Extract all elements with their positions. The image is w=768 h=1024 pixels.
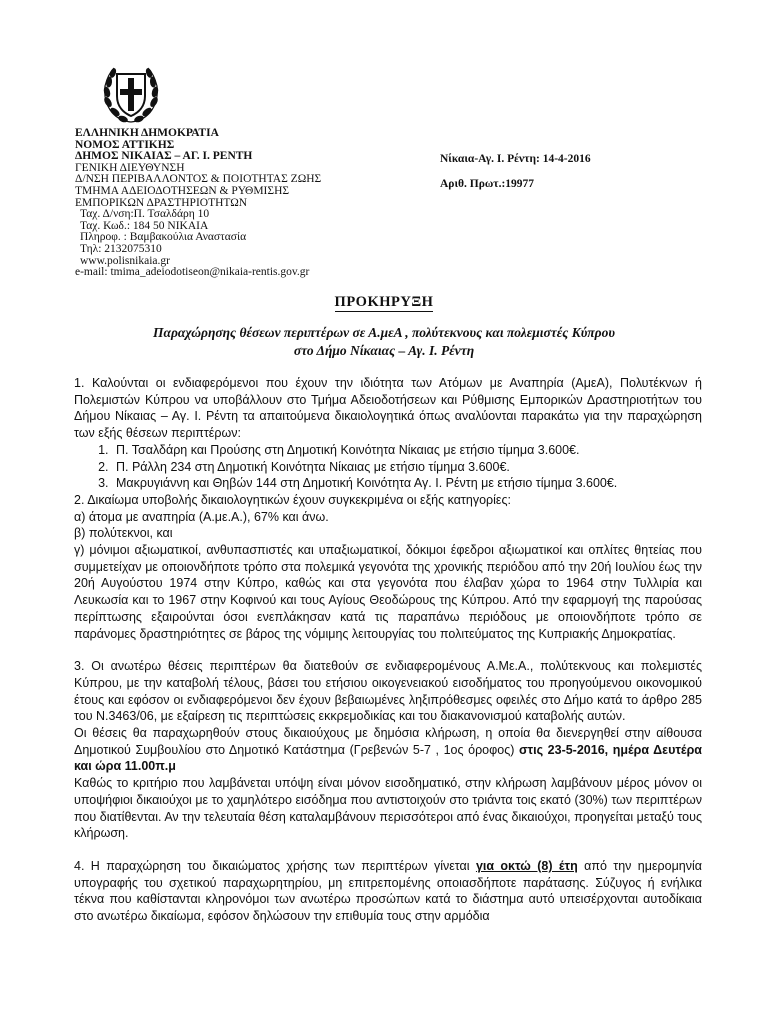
category-c: γ) μόνιμοι αξιωματικοί, ανθυπασπιστές και υπαξιωματικοί, δόκιμοι έφεδροι αξιωματικοί και οπλίτες θητείας που συμμετείχαν με οποιονδήποτε τρόπο στα πολεμικά γεγονότα της χρονικής περιόδου από την 20ή Ιουλίου έως την 20ή Αυγούστου 1974 στην Κύπρο, καθώς και στα γεγονότα που έλαβαν χώρα το 1964 στην Τυλλιρία και Λευκωσία και το 1967 στην Κοφινού και τους Αγίους Θεοδώρους της Κύπρου. Από την εφαρμογή της παρούσας περίπτωσης εξαιρούνται όσοι ενεπλάκησαν κατά τις παραπάνω περιόδους με οποιονδήποτε τρόπο σε παράνομες δραστηριότητες σε βάρος της νόμιμης λειτουργίας του πολιτεύματος της Κυπριακής Δημοκρατίας. [74,543,702,641]
section-2-intro: 2. Δικαίωμα υποβολής δικαιολογητικών έχουν συγκεκριμένα οι εξής κατηγορίες: [74,492,511,507]
contact-address: Ταχ. Δ/νση:Π. Τσαλδάρη 10 [80,208,210,221]
issuer-block [75,128,435,279]
document-subtitle [0,324,768,360]
lottery-datetime: στις 23-5-2016, ημέρα Δευτέρα και ώρα 11.00π.μ [74,742,702,774]
issuer-department: ΤΜΗΜΑ ΑΔΕΙΟΔΟΤΗΣΕΩΝ & ΡΥΘΜΙΣΗΣ [75,184,290,197]
category-b: β) πολύτεκνοι, και [74,526,173,541]
contact-email: e-mail: tmima_adeiodotiseon@nikaia-rentis.gov.gr [75,266,310,279]
kiosk-list [74,442,702,492]
category-a: α) άτομα με αναπηρία (Α.με.Α.), 67% και άνω. [74,509,329,524]
greek-emblem-icon [98,62,164,128]
issuer-department-cont: ΕΜΠΟΡΙΚΩΝ ΔΡΑΣΤΗΡΙΟΤΗΤΩΝ [75,196,248,209]
section-3-paragraph-2 [74,725,702,775]
document-date: Νίκαια-Αγ. Ι. Ρέντη: 14-4-2016 [440,153,591,165]
concession-duration: για οκτώ (8) έτη [475,858,578,873]
title-text: ΠΡΟΚΗΡΥΞΗ [334,294,434,310]
issuer-municipality: ΔΗΜΟΣ ΝΙΚΑΙΑΣ – ΑΓ. Ι. ΡΕΝΤΗ [75,150,253,163]
contact-postcode: Ταχ. Κωδ.: 184 50 ΝΙΚΑΙΑ [80,219,209,232]
page-title [0,294,768,311]
issuer-directorate-general: ΓΕΝΙΚΗ ΔΙΕΥΘΥΝΣΗ [75,161,185,174]
lottery-location: Οι θέσεις θα παραχωρηθούν στους δικαιούχους με δημόσια κλήρωση, η οποία θα διενεργηθεί στην αίθουσα Δημοτικού Συμβουλίου στο Δημοτικό Κατάστημα (Γρεβενών 5-7 , 1ος όροφος) [74,726,702,757]
kiosk-item: 3. Μακρυγιάννη και Θηβών 144 στη Δημοτική Κοινότητα Αγ. Ι. Ρέντη με ετήσιο τίμημα 3.600€. [112,475,702,492]
issuer-state: ΕΛΛΗΝΙΚΗ ΔΗΜΟΚΡΑΤΙΑ [75,127,219,139]
section-4-paragraph [74,858,702,925]
issuer-prefecture: ΝΟΜΟΣ ΑΤΤΙΚΗΣ [75,138,175,151]
contact-person: Πληροφ. : Βαμβακούλια Αναστασία [80,231,247,244]
section-3-paragraph-1: 3. Οι ανωτέρω θέσεις περιπτέρων θα διατεθούν σε ενδιαφερομένους Α.Με.Α., πολύτεκνους και πολεμιστές Κύπρου, με την καταβολή τέλους, βάσει του ετήσιου οικογενειακού εισοδήματος του προηγούμενου οικονομικού έτους και εφόσον οι ενδιαφερόμενοι δεν έχουν βεβαιωμένες ληξιπρόθεσμες οφειλές στο Δήμο κατά το άρθρο 285 του Ν.3463/06, με εξαίρεση τις περιπτώσεις εκκρεμοδικίας και του διακανονισμού καταβολής αυτών. [74,659,702,724]
section-4-start: 4. Η παραχώρηση του δικαιώματος χρήσης των περιπτέρων γίνεται [74,858,476,873]
issuer-directorate: Δ/ΝΣΗ ΠΕΡΙΒΑΛΛΟΝΤΟΣ & ΠΟΙΟΤΗΤΑΣ ΖΩΗΣ [75,173,322,186]
date-protocol-block [440,153,591,190]
contact-phone: Τηλ: 2132075310 [80,242,162,255]
kiosk-item: 1. Π. Τσαλδάρη και Προύσης στη Δημοτική Κοινότητα Νίκαιας με ετήσιο τίμημα 3.600€. [112,442,702,459]
section-1-intro: 1. Καλούνται οι ενδιαφερόμενοι που έχουν την ιδιότητα των Ατόμων με Αναπηρία (ΑμεΑ), Πολυτέκνων ή Πολεμιστών Κύπρου να υποβάλλουν στο Τμήμα Αδειοδοτήσεων και Ρύθμισης Εμπορικών Δραστηριοτήτων του Δήμου Νίκαιας – Αγ. Ι. Ρέντη τα απαιτούμενα δικαιολογητικά όπως αναλύονται παρακάτω για την παραχώρηση των εξής θέσεων περιπτέρων: [74,376,702,441]
document-body [74,375,702,925]
subtitle-line-1: Παραχώρησης θέσεων περιπτέρων σε Α.μεΑ , πολύτεκνους και πολεμιστές Κύπρου [152,325,615,340]
contact-website: www.polisnikaia.gr [80,254,170,267]
section-3-paragraph-3: Καθώς το κριτήριο που λαμβάνεται υπόψη είναι μόνον εισοδηματικό, στην κλήρωση λαμβάνουν μέρος μόνον οι υποψήφιοι δικαιούχοι με το χαμηλότερο εισόδημα που αντιστοιχούν στο τριάντα τοις εκατό (30%) των περιπτέρων που διατίθενται. Αν την τελευταία θέση καταλαμβάνουν περισσότεροι από ένας δικαιούχοι, προηγείται μεταξύ τους κλήρωση. [74,776,702,841]
protocol-number: Αριθ. Πρωτ.:19977 [440,178,535,190]
subtitle-line-2: στο Δήμο Νίκαιας – Αγ. Ι. Ρέντη [293,343,475,358]
section-4-rest: από την ημερομηνία υπογραφής του σχετικού παραχωρητηρίου, μη επιτρεπομένης οποιασδήποτε παράτασης. Σύζυγος ή ενήλικα τέκνα που καθίστανται κληρονόμοι των ανωτέρω προσώπων κατά το διάστημα αυτό υπεισέρχονται αυτοδίκαια στο ανωτέρω δικαίωμα, εφόσον δηλώσουν την επιθυμία τους στην αρμόδια [74,858,702,924]
kiosk-item: 2. Π. Ράλλη 234 στη Δημοτική Κοινότητα Νίκαιας με ετήσιο τίμημα 3.600€. [112,459,702,476]
